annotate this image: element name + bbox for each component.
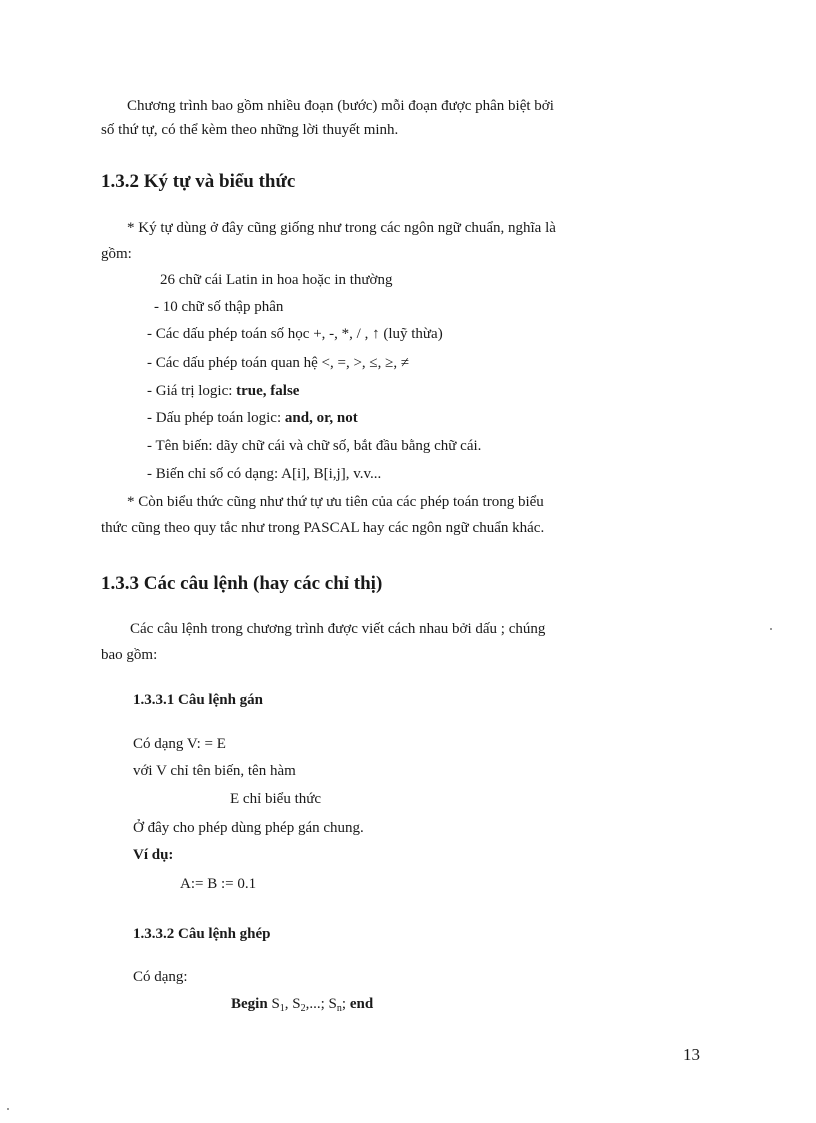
statement-letter: S: [292, 996, 301, 1012]
s133-para-line1: Các câu lệnh trong chương trình được viết cách nhau bởi dấu ; chúng: [130, 621, 546, 637]
list-item: - Các dấu phép toán quan hệ <, =, >, ≤, ≥, ≠: [147, 355, 410, 371]
subsection-heading-1-3-3-2: 1.3.3.2 Câu lệnh ghép: [133, 926, 271, 942]
logic-operators: and, or, not: [284, 410, 358, 426]
compound-syntax: [231, 996, 373, 1013]
s132-para1-line2: gồm:: [101, 246, 132, 262]
s132-para1-line1: * Ký tự dùng ở đây cũng giống như trong các ngôn ngữ chuẩn, nghĩa là: [127, 220, 556, 236]
s133-para-line2: bao gồm:: [101, 647, 158, 663]
list-item: - Các dấu phép toán số học +, -, *, / , ↑ (luỹ thừa): [147, 326, 443, 342]
subscript: n: [336, 1003, 342, 1014]
list-item: - Tên biến: dãy chữ cái và chữ số, bắt đầu bằng chữ cái.: [147, 438, 482, 454]
separator: ,: [284, 996, 293, 1012]
section-heading-1-3-2: 1.3.2 Ký tự và biểu thức: [101, 171, 296, 192]
section-heading-1-3-3: 1.3.3 Các câu lệnh (hay các chỉ thị): [101, 573, 383, 594]
example-label: Ví dụ:: [133, 847, 174, 863]
list-item: - 10 chữ số thập phân: [154, 299, 284, 315]
subscript: 2: [300, 1003, 306, 1014]
statement-letter: S: [328, 996, 337, 1012]
intro-line-1: Chương trình bao gồm nhiều đoạn (bước) mỗi đoạn được phân biệt bởi: [127, 98, 554, 114]
subsection-heading-1-3-3-1: 1.3.3.1 Câu lệnh gán: [133, 692, 264, 708]
statement-letter: S: [271, 996, 280, 1012]
list-item-logic-values: [147, 383, 299, 400]
page-number: 13: [683, 1045, 700, 1064]
logic-values: true, false: [236, 383, 300, 399]
separator: ;: [341, 996, 350, 1012]
begin-keyword: Begin: [231, 996, 268, 1012]
assign-form: Có dạng V: = E: [133, 736, 226, 752]
subscript: 1: [279, 1003, 285, 1014]
assign-e-desc: E chỉ biểu thức: [230, 791, 322, 807]
example-code: A:= B := 0.1: [180, 876, 257, 892]
separator: ,...;: [305, 996, 329, 1012]
list-item: - Biến chỉ số có dạng: A[i], B[i,j], v.v...: [147, 466, 382, 482]
s132-para2-line1: * Còn biểu thức cũng như thứ tự ưu tiên của các phép toán trong biểu: [127, 494, 544, 510]
end-keyword: end: [349, 996, 374, 1012]
scan-speck: [770, 628, 772, 630]
assign-v-desc: với V chỉ tên biến, tên hàm: [133, 763, 296, 779]
intro-line-2: số thứ tự, có thể kèm theo những lời thuyết minh.: [101, 122, 399, 138]
logic-values-label: - Giá trị logic:: [147, 383, 237, 399]
compound-form: Có dạng:: [133, 969, 188, 985]
s132-para2-line2: thức cũng theo quy tắc như trong PASCAL hay các ngôn ngữ chuẩn khác.: [101, 520, 545, 536]
logic-operators-label: - Dấu phép toán logic:: [147, 410, 285, 426]
list-item: 26 chữ cái Latin in hoa hoặc in thường: [160, 272, 393, 288]
list-item-logic-operators: [147, 410, 358, 427]
scan-speck: [7, 1108, 9, 1110]
assign-note: Ở đây cho phép dùng phép gán chung.: [133, 820, 364, 836]
